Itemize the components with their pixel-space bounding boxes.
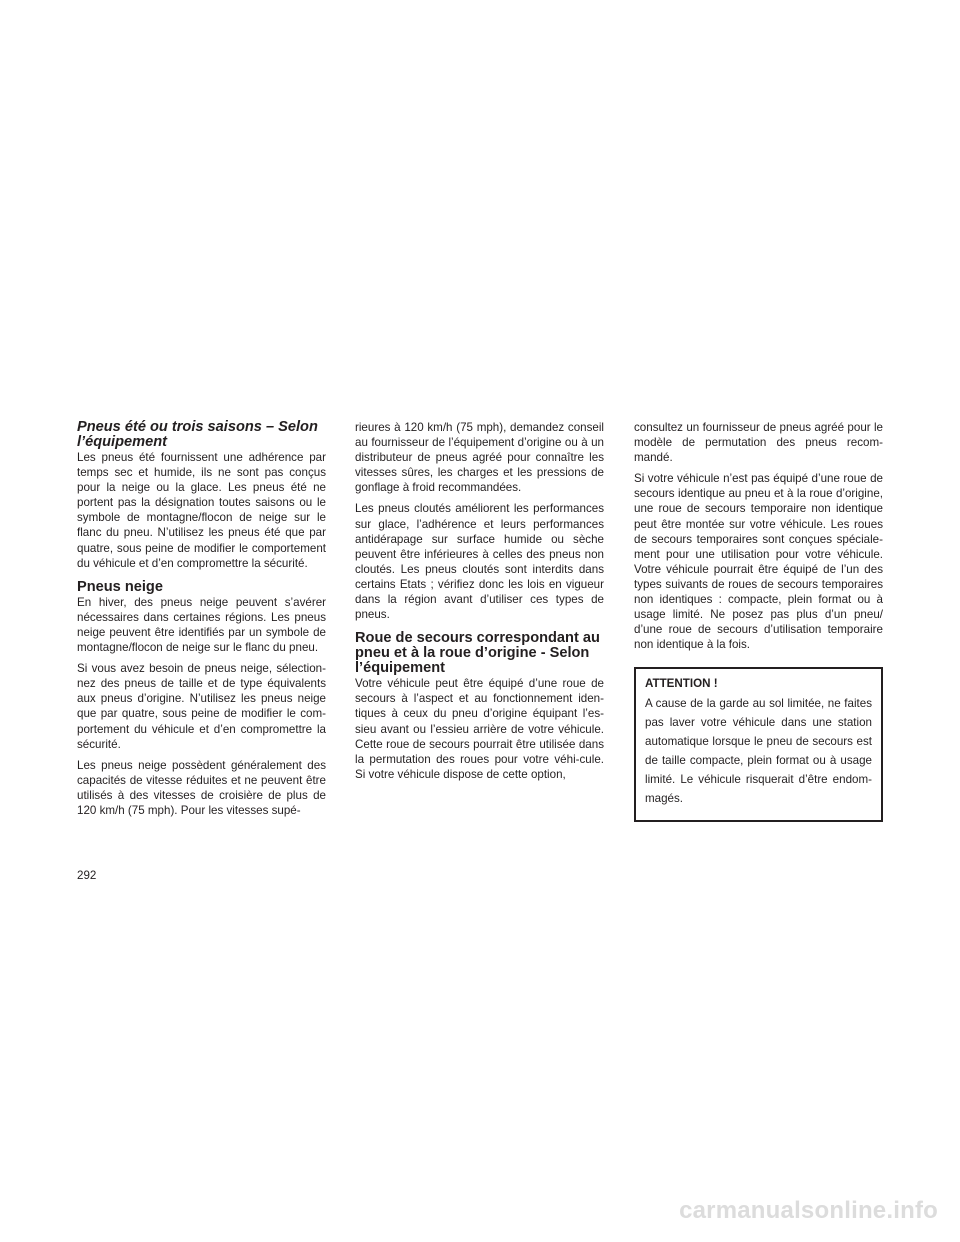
paragraph-matching-spare: Votre véhicule peut être équipé d’une roue de secours à l’aspect et au fonctionnement iden-tiques à ceux du pneu d’origine équipant l’es-sieu avant ou l’essieu arrière de votre véhicule. Cette roue de secours pourrait être utilisée dans la permutation des roues pour votre véhi-cule. Si votre véhicule dispose de cette option, bbox=[355, 677, 604, 781]
paragraph-rotation-continued: consultez un fournisseur de pneus agréé pour le modèle de permutation des pneus recom-mandé. bbox=[634, 421, 883, 465]
heading-matching-spare: Roue de secours correspondant au pneu et à la roue d’origine - Selon l’équipement bbox=[355, 630, 600, 677]
column-left bbox=[77, 420, 326, 824]
paragraph-temporary-spare: Si votre véhicule n’est pas équipé d’une roue de secours identique au pneu et à la roue d’origine, une roue de secours temporaire non identique peut être montée sur votre véhicule. Les roues de secours temporaires sont conçues spéciale-ment pour une utilisation pour votre véhicule. Votre véhicule pourrait être équipé de l’un des types suivants de roues de secours temporaires non identiques : compacte, plein format ou à usage limité. Ne posez pas plus d’un pneu/ d’une roue de secours d’utilisation temporaire non identique à la fois. bbox=[634, 472, 883, 652]
heading-summer-tires: Pneus été ou trois saisons – Selon l’équipement bbox=[77, 419, 318, 450]
paragraph-snow-tires-selection: Si vous avez besoin de pneus neige, sélection-nez des pneus de taille et de type équivalents aux pneus d’origine. N’utilisez les pneus neige que par quatre, sous peine de modifier le com-portement du véhicule et d’en compromettre la sécurité. bbox=[77, 662, 326, 751]
column-right bbox=[634, 420, 883, 822]
heading-snow-tires: Pneus neige bbox=[77, 578, 163, 595]
caution-title: ATTENTION ! bbox=[645, 677, 718, 691]
paragraph-studded-tires: Les pneus cloutés améliorent les performances sur glace, l’adhérence et leurs performances antidérapage sur surface humide ou sèche peuvent être inférieures à celles des pneus non cloutés. Les pneus cloutés sont interdits dans certains Etats ; vérifiez donc les lois en vigueur dans la région avant d’utiliser ces types de pneus. bbox=[355, 502, 604, 622]
paragraph-snow-tires-intro: En hiver, des pneus neige peuvent s’avérer nécessaires dans certaines régions. Les pneus neige peuvent être identifiés par un symbole de montagne/flocon de neige sur le flanc du pneu. bbox=[77, 595, 326, 655]
column-middle bbox=[355, 420, 604, 788]
paragraph-snow-tires-speed: Les pneus neige possèdent généralement des capacités de vitesse réduites et ne peuvent être utilisés à des vitesses de croisière de plus de 120 km/h (75 mph). Pour les vitesses supé- bbox=[77, 758, 326, 817]
caution-text: A cause de la garde au sol limitée, ne faites pas laver votre véhicule dans une station automatique lorsque le pneu de secours est de taille compacte, plein format ou à usage limité. Le véhicule risquerait d’être endom-magés. bbox=[645, 697, 872, 806]
watermark: carmanualsonline.info bbox=[679, 1197, 938, 1224]
paragraph-speed-continued: rieures à 120 km/h (75 mph), demandez conseil au fournisseur de l’équipement d’origine ou à un distributeur de pneus agréé pour connaître les vitesses sûres, les charges et les pressions de gonflage à froid recommandées. bbox=[355, 421, 604, 495]
paragraph-summer-tires: Les pneus été fournissent une adhérence par temps sec et humide, ils ne sont pas conçus pour la neige ou la glace. Les pneus été ne portent pas la désignation toutes saisons ou le symbole de montagne/flocon de neige sur le flanc du pneu. N’utilisez les pneus été que par quatre, sous peine de modifier le comportement du véhicule et d’en compromettre la sécurité. bbox=[77, 451, 326, 570]
page-number: 292 bbox=[77, 869, 97, 882]
caution-box bbox=[634, 667, 883, 822]
